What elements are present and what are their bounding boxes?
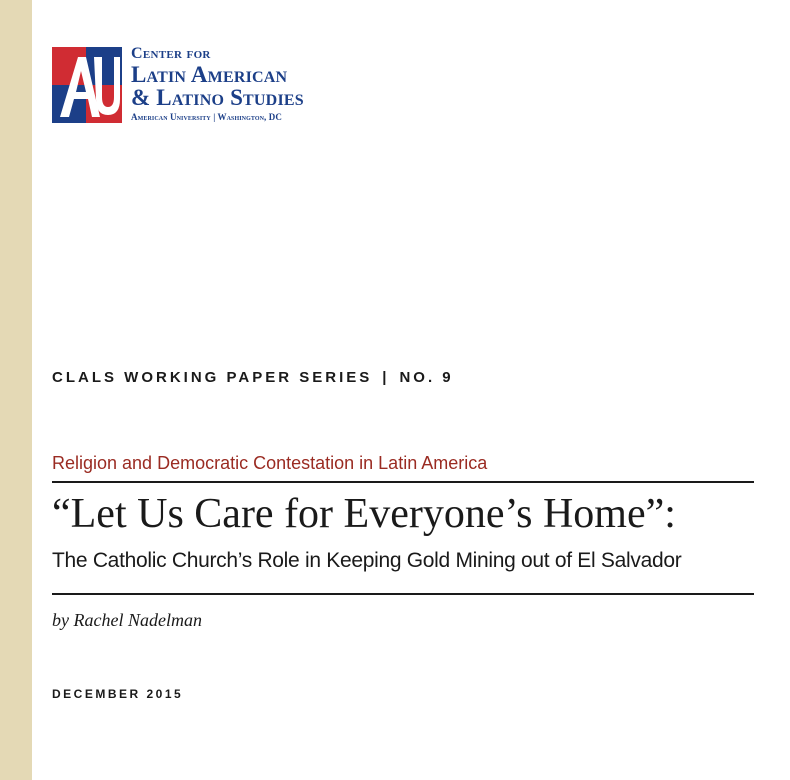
- series-number: NO. 9: [399, 369, 454, 386]
- logo-line-latino-studies: & Latino Studies: [131, 85, 304, 110]
- series-rubric: Religion and Democratic Contestation in Latin America: [52, 453, 488, 473]
- au-logo-icon: [52, 47, 122, 123]
- logo-line-latin-american: Latin American: [131, 62, 288, 87]
- author-byline: by Rachel Nadelman: [52, 610, 202, 630]
- series-separator: |: [382, 369, 390, 386]
- divider-top: [52, 481, 754, 483]
- series-line: [52, 369, 454, 386]
- logo-sub-university: American University: [131, 112, 211, 122]
- series-name: CLALS WORKING PAPER SERIES: [52, 369, 373, 386]
- logo-sub-city: Washington, DC: [217, 112, 282, 122]
- logo-sub-separator: |: [213, 112, 216, 122]
- logo-wordmark: [131, 45, 304, 124]
- paper-title: “Let Us Care for Everyone’s Home”:: [52, 491, 676, 537]
- logo-line-center-for: Center for: [131, 45, 211, 62]
- publication-date: DECEMBER 2015: [52, 687, 184, 701]
- logo-subtitle: [131, 110, 304, 124]
- paper-subtitle: The Catholic Church’s Role in Keeping Gold Mining out of El Salvador: [52, 549, 682, 572]
- divider-bottom: [52, 593, 754, 595]
- cover-spine: [0, 0, 32, 780]
